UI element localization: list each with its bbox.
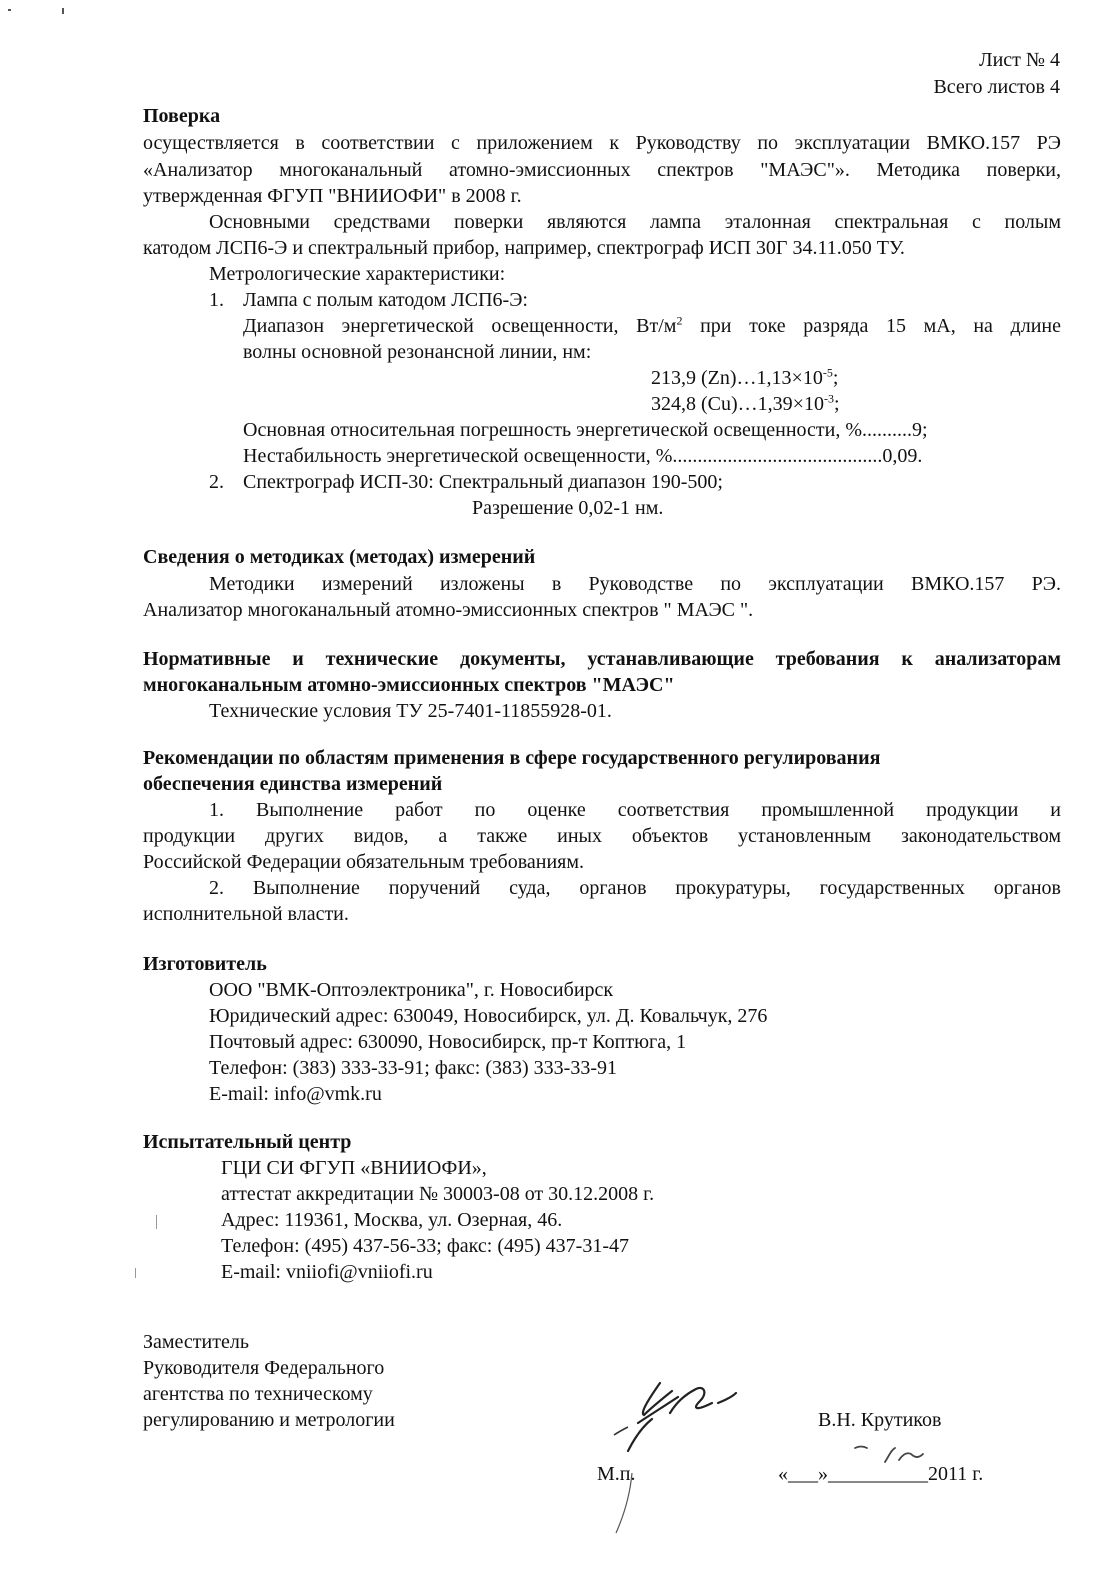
signatory-title-line: Руководителя Федерального xyxy=(143,1357,385,1379)
test-center-email: E-mail: vniiofi@vniiofi.ru xyxy=(221,1261,433,1283)
manufacturer-line: Телефон: (383) 333-33-91; факс: (383) 333-33-91 xyxy=(209,1057,617,1079)
test-center-line: Адрес: 119361, Москва, ул. Озерная, 46. xyxy=(221,1209,563,1231)
section-heading-normative: многоканальным атомно-эмиссионных спектров "МАЭС" xyxy=(143,674,675,696)
verification-text-line: Основными средствами поверки являются лампа эталонная спектральная с полым xyxy=(209,211,1061,233)
date-handwriting xyxy=(845,1440,955,1470)
signatory-title-line: агентства по техническому xyxy=(143,1383,373,1405)
resolution-line: Разрешение 0,02-1 нм. xyxy=(472,497,664,519)
verification-text-line: осуществляется в соответствии с приложением к Руководству по эксплуатации ВМКО.157 РЭ xyxy=(143,132,1061,154)
instability-line: Нестабильность энергетической освещенности, %..........................................0,09. xyxy=(243,445,923,467)
section-heading-methods: Сведения о методиках (методах) измерений xyxy=(143,546,536,568)
recommendations-text-line: 2. Выполнение поручений суда, органов прокуратуры, государственных органов xyxy=(209,877,1061,899)
verification-text-line: «Анализатор многоканальный атомно-эмиссионных спектров "МАЭС"». Методика поверки, xyxy=(143,159,1061,181)
recommendations-text-line: Российской Федерации обязательным требованиям. xyxy=(143,851,585,873)
manufacturer-line: ООО "ВМК-Оптоэлектроника", г. Новосибирск xyxy=(209,979,614,1001)
methods-text-line: Методики измерений изложены в Руководстве по эксплуатации ВМКО.157 РЭ. xyxy=(209,573,1061,595)
test-center-line: ГЦИ СИ ФГУП «ВНИИОФИ», xyxy=(221,1157,487,1179)
signatory-name: В.Н. Крутиков xyxy=(818,1409,942,1431)
section-heading-recommendations: обеспечения единства измерений xyxy=(143,773,443,795)
scan-speck xyxy=(62,8,64,14)
manufacturer-line: Почтовый адрес: 630090, Новосибирск, пр-т Коптюга, 1 xyxy=(209,1031,687,1053)
recommendations-text-line: продукции других видов, а также иных объектов установленным законодательством xyxy=(143,825,1061,847)
signature-date: «___»__________2011 г. xyxy=(778,1463,984,1485)
handwritten-signature xyxy=(600,1355,760,1545)
spectrograph-line: Спектрограф ИСП-30: Спектральный диапазон 190-500; xyxy=(243,471,723,493)
signatory-title-line: Заместитель xyxy=(143,1331,249,1353)
irradiance-range-line: волны основной резонансной линии, нм: xyxy=(243,341,592,363)
scan-speck xyxy=(8,9,11,11)
recommendations-text-line: 1. Выполнение работ по оценке соответствия промышленной продукции и xyxy=(209,799,1061,821)
sheet-number: Лист № 4 xyxy=(979,49,1060,71)
list-number: 2. xyxy=(209,471,224,493)
scan-speck xyxy=(156,1215,157,1229)
normative-text-line: Технические условия ТУ 25-7401-11855928-01. xyxy=(209,700,612,722)
sheet-total: Всего листов 4 xyxy=(933,76,1060,98)
metrology-title: Метрологические характеристики: xyxy=(209,263,506,285)
section-heading-manufacturer: Изготовитель xyxy=(143,953,267,975)
recommendations-text-line: исполнительной власти. xyxy=(143,903,349,925)
test-center-line: Телефон: (495) 437-56-33; факс: (495) 437-31-47 xyxy=(221,1235,629,1257)
cu-value: 324,8 $(Cu)\dots 1,39\times 10^{-3}$; xyxy=(651,391,840,415)
test-center-line: аттестат аккредитации № 30003-08 от 30.12.2008 г. xyxy=(221,1183,655,1205)
lamp-title: Лампа с полым катодом ЛСП6-Э: xyxy=(243,289,528,311)
list-number: 1. xyxy=(209,289,224,311)
signatory-title-line: регулированию и метрологии xyxy=(143,1409,395,1431)
manufacturer-email: E-mail: info@vmk.ru xyxy=(209,1083,382,1105)
verification-text-line: катодом ЛСП6-Э и спектральный прибор, например, спектрограф ИСП 30Г 34.11.050 ТУ. xyxy=(143,237,905,259)
irradiance-range-line: Диапазон энергетической освещенности, $Вт/м^2$ при токе разряда 15 мА, на длине xyxy=(243,313,1061,337)
verification-text-line: утвержденная ФГУП "ВНИИОФИ" в 2008 г. xyxy=(143,185,522,207)
manufacturer-line: Юридический адрес: 630049, Новосибирск, ул. Д. Ковальчук, 276 xyxy=(209,1005,768,1027)
methods-text-line: Анализатор многоканальный атомно-эмиссионных спектров " МАЭС ". xyxy=(143,599,754,621)
stamp-placeholder: М.п. xyxy=(597,1463,636,1485)
section-heading-verification: Поверка xyxy=(143,105,221,127)
error-line: Основная относительная погрешность энергетической освещенности, %..........9; xyxy=(243,419,928,441)
scan-speck xyxy=(135,1268,136,1278)
section-heading-test-center: Испытательный центр xyxy=(143,1131,352,1153)
section-heading-recommendations: Рекомендации по областям применения в сфере государственного регулирования xyxy=(143,747,881,769)
section-heading-normative: Нормативные и технические документы, устанавливающие требования к анализаторам xyxy=(143,648,1061,670)
zn-value: 213,9 $(Zn)\dots 1,13\times 10^{-5}$; xyxy=(651,365,839,389)
